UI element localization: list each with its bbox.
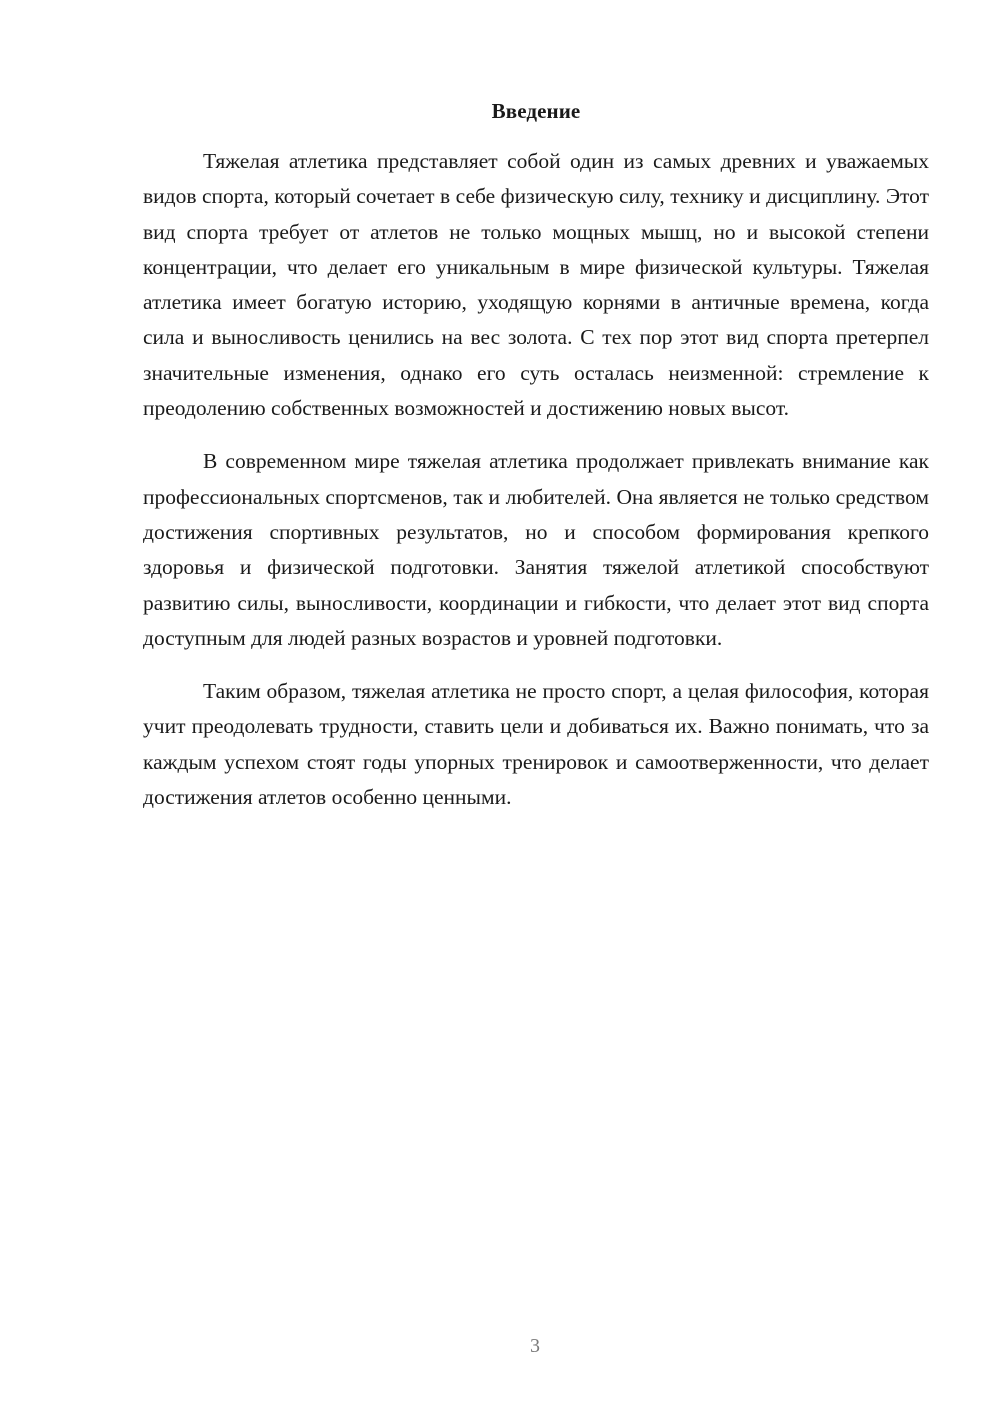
page-number: 3	[530, 1335, 540, 1357]
paragraph-3: Таким образом, тяжелая атлетика не просто спорт, а целая философия, которая учит преодолевать трудности, ставить цели и добиваться их. Важно понимать, что за каждым успехом стоят годы упорных тренировок и самоотверженности, что делает достижения атлетов особенно ценными.	[143, 679, 929, 810]
section-title: Введение	[491, 99, 581, 123]
paragraph-2: В современном мире тяжелая атлетика продолжает привлекать внимание как профессиональных спортсменов, так и любителей. Она является не только средством достижения спортивных результатов, но и способом формирования крепкого здоровья и физической подготовки. Занятия тяжелой атлетикой способствуют развитию силы, выносливости, координации и гибкости, что делает этот вид спорта доступным для людей разных возрастов и уровней подготовки.	[143, 449, 929, 650]
document-content	[143, 96, 929, 815]
paragraph-1: Тяжелая атлетика представляет собой один из самых древних и уважаемых видов спорта, который сочетает в себе физическую силу, технику и дисциплину. Этот вид спорта требует от атлетов не только мощных мышц, но и высокой степени концентрации, что делает его уникальным в мире физической культуры. Тяжелая атлетика имеет богатую историю, уходящую корнями в античные времена, когда сила и выносливость ценились на вес золота. С тех пор этот вид спорта претерпел значительные изменения, однако его суть осталась неизменной: стремление к преодолению собственных возможностей и достижению новых высот.	[143, 149, 929, 421]
